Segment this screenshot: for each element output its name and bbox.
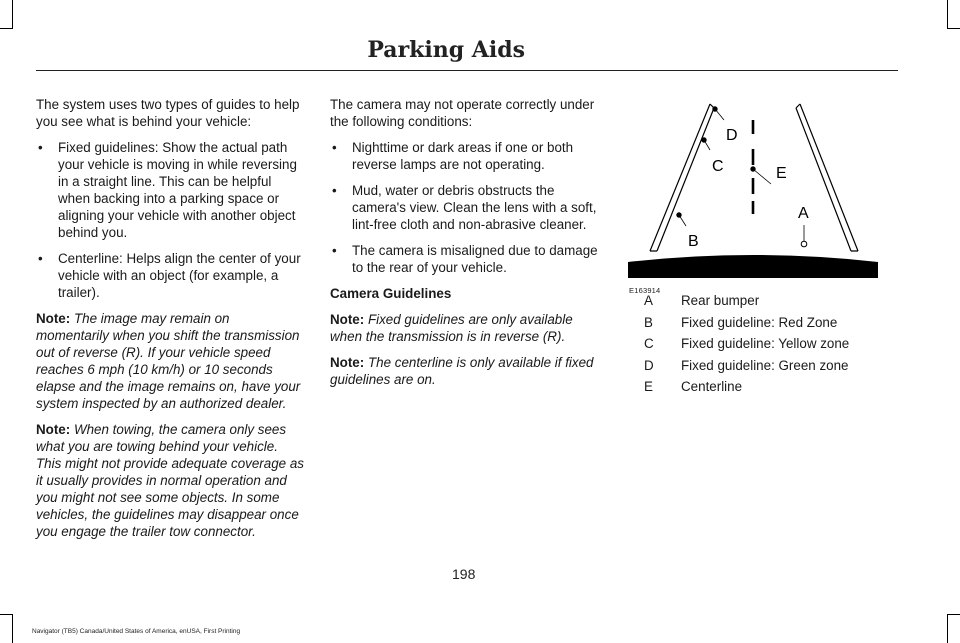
legend-row (644, 376, 894, 398)
list-item: • Mud, water or debris obstructs the camera's view. Clean the lens with a soft, lint-free cloth and non-abrasive cleaner. (330, 182, 602, 233)
legend-label: Fixed guideline: Yellow zone (681, 336, 850, 351)
callout-d: D (726, 127, 738, 144)
title-divider (36, 70, 898, 71)
crop-mark-bottom-left (0, 614, 13, 643)
callout-e: E (776, 165, 787, 182)
callout-markers (677, 107, 807, 247)
list-item: • The camera is misaligned due to damage to the rear of your vehicle. (330, 242, 602, 276)
section-heading: Camera Guidelines (330, 286, 452, 301)
note-label: Note: (36, 311, 71, 326)
note-label: Note: (330, 312, 365, 327)
legend-key: A (644, 293, 653, 308)
legend-row (644, 290, 894, 312)
legend-row (644, 355, 894, 377)
note-label: Note: (330, 355, 365, 370)
legend-key: D (644, 357, 654, 373)
camera-guidelines-diagram (628, 98, 878, 282)
legend-row (644, 312, 894, 334)
note-text: Fixed guidelines are only available when the transmission is in reverse (R). (330, 312, 573, 344)
conditions-list (330, 139, 602, 276)
legend-key: C (644, 336, 654, 351)
page-title: Parking Aids (367, 37, 525, 63)
callout-a: A (798, 205, 809, 222)
note-towing (36, 421, 306, 540)
right-guideline-outer (800, 104, 858, 251)
figure-legend (644, 290, 894, 398)
legend-label: Fixed guideline: Red Zone (681, 314, 838, 330)
figure-id: E163914 (629, 286, 661, 295)
guides-intro: The system uses two types of guides to help you see what is behind your vehicle: (36, 97, 300, 129)
crop-mark-bottom-right (947, 614, 960, 643)
guides-list (36, 139, 306, 301)
note-fixed-guidelines (330, 311, 602, 345)
legend-key: B (644, 314, 653, 330)
callout-b: B (688, 233, 699, 250)
note-centerline (330, 354, 602, 388)
legend-label: Fixed guideline: Green zone (681, 357, 849, 373)
page-footer: Navigator (TB5) Canada/United States of America, enUSA, First Printing (32, 628, 241, 635)
note-label: Note: (36, 422, 71, 437)
callout-c: C (712, 158, 724, 175)
legend-key: E (644, 379, 653, 394)
note-text: When towing, the camera only sees what you are towing behind your vehicle. This might not provide adequate coverage as it usually provides in normal operation and you might not see some objects. In some vehicles, the guidelines may disappear once you engage the trailer tow connector. (36, 422, 304, 539)
crop-mark-top-right (947, 0, 960, 29)
list-item: • Fixed guidelines: Show the actual path your vehicle is moving in while reversing in a straight line. This can be helpful when backing into a parking space or aligning your vehicle with another object behind you. (36, 139, 306, 241)
page-number: 198 (452, 566, 476, 582)
legend-label: Centerline (681, 379, 743, 394)
list-item: • Centerline: Helps align the center of your vehicle with an object (for example, a trailer). (36, 250, 306, 301)
list-item: • Nighttime or dark areas if one or both reverse lamps are not operating. (330, 139, 602, 173)
note-text: The centerline is only available if fixed guidelines are on. (330, 355, 594, 387)
column-left (36, 96, 306, 549)
legend-label: Rear bumper (681, 293, 760, 308)
rear-bumper-shape (628, 255, 878, 278)
left-guideline-outer (650, 104, 710, 251)
note-image-remains (36, 310, 306, 412)
conditions-intro: The camera may not operate correctly under the following conditions: (330, 97, 595, 129)
note-text: The image may remain on momentarily when you shift the transmission out of reverse (R). If your vehicle speed reaches 6 mph (10 km/h) or 10 seconds elapse and the image remains on, have your system inspected by an authorized dealer. (36, 311, 301, 411)
column-middle (330, 96, 602, 397)
legend-row (644, 333, 894, 355)
left-guideline-inner (657, 108, 714, 251)
crop-mark-top-left (0, 0, 13, 29)
